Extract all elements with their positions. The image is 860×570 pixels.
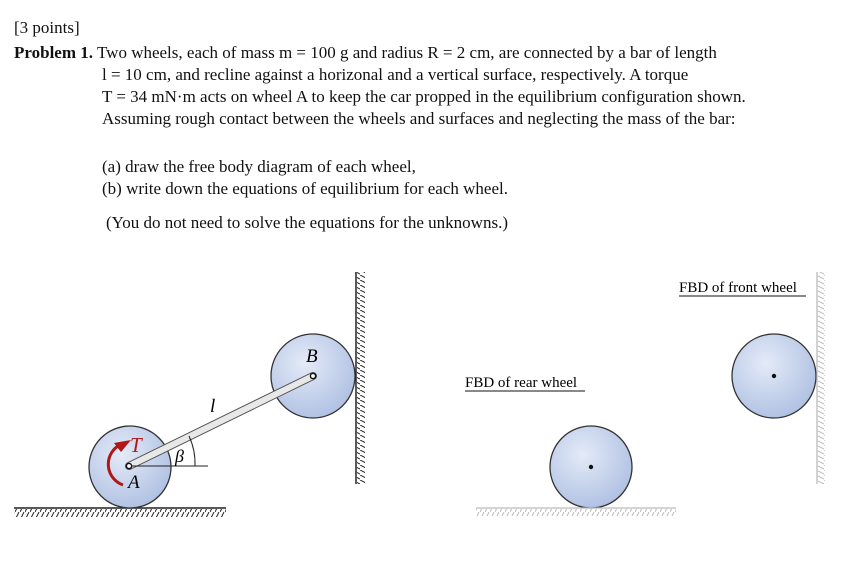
beta-label: β: [175, 446, 184, 466]
problem-line-2: l = 10 cm, and recline against a horizonal and a vertical surface, respectively. A torque: [102, 65, 689, 84]
fbd-front-center: [772, 374, 776, 378]
problem-line-3: T = 34 mN·m acts on wheel A to keep the car propped in the equilibrium configuration shown.: [102, 87, 746, 106]
problem-line-1: Two wheels, each of mass m = 100 g and radius R = 2 cm, are connected by a bar of length: [96, 43, 717, 62]
ground-hatch: [14, 509, 226, 517]
fbd-rear-center: [589, 465, 593, 469]
fbd-front-wall-hatch: [818, 272, 825, 484]
problem-label: Problem 1.: [14, 43, 94, 62]
points-label: [3 points]: [14, 18, 80, 37]
torque-label: T: [130, 433, 142, 457]
pin-a: [126, 463, 131, 468]
fbd-rear-title: FBD of rear wheel: [465, 375, 578, 391]
note: (You do not need to solve the equations for the unknowns.): [106, 213, 508, 232]
fbd-rear-ground-hatch: [476, 509, 676, 516]
task-a: (a) draw the free body diagram of each wheel,: [102, 157, 416, 176]
wall-hatch: [357, 272, 365, 484]
wheel-b-label: B: [306, 346, 318, 367]
problem-line-4: Assuming rough contact between the wheels and surfaces and neglecting the mass of the bar:: [102, 109, 736, 128]
bar: [129, 376, 313, 466]
length-label: l: [210, 396, 216, 417]
task-b: (b) write down the equations of equilibrium for each wheel.: [102, 179, 508, 198]
wheel-a-label: A: [128, 472, 140, 493]
pin-b: [310, 373, 315, 378]
fbd-front-title: FBD of front wheel: [679, 280, 797, 296]
